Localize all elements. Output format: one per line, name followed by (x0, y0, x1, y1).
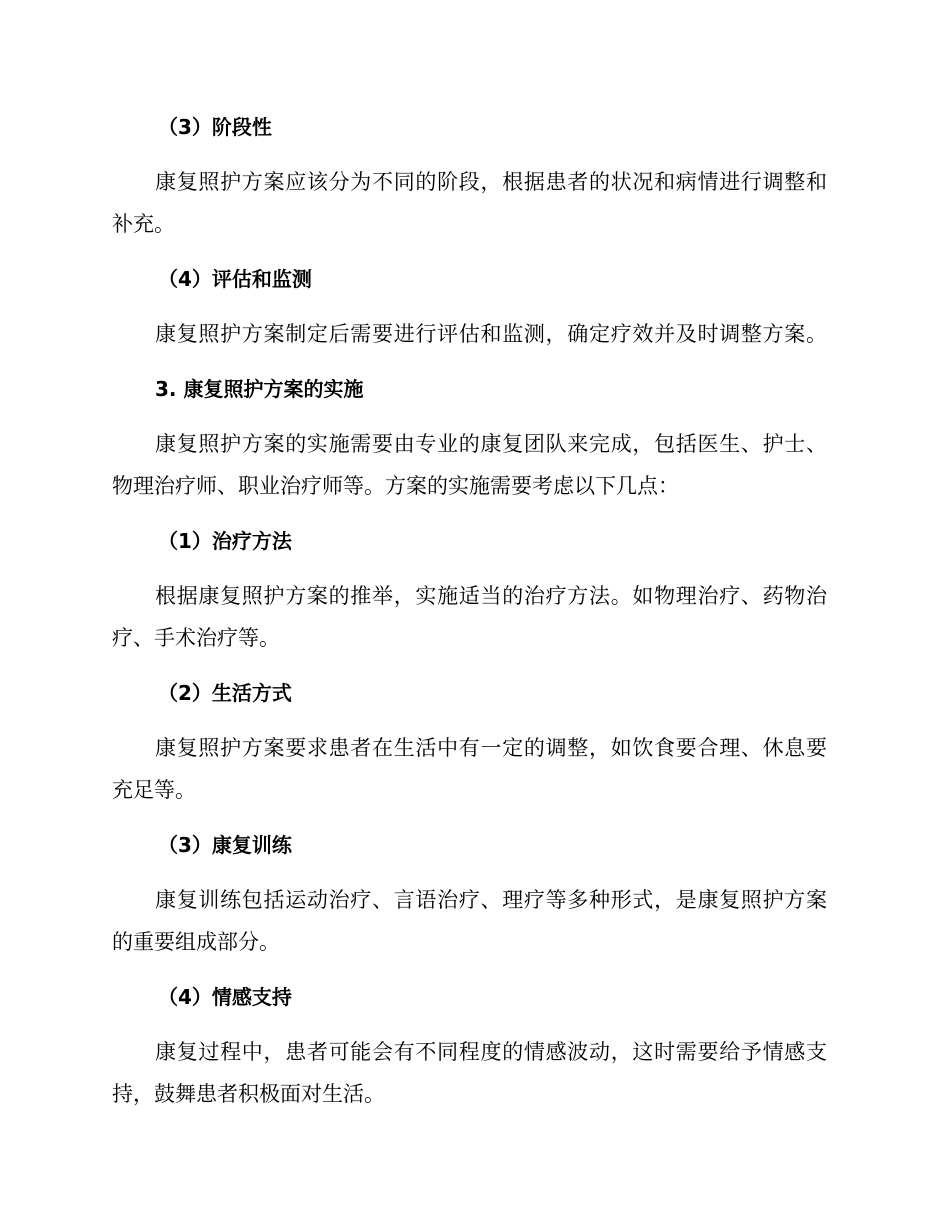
paragraph-implementation-line-1: 康复照护方案的实施需要由专业的康复团队来完成，包括医生、护士、 (155, 432, 827, 456)
paragraph-treatment-line-1: 根据康复照护方案的推举，实施适当的治疗方法。如物理治疗、药物治 (155, 584, 827, 608)
paragraph-treatment-line-2: 疗、手术治疗等。 (112, 626, 280, 650)
paragraph-training-line-2: 的重要组成部分。 (112, 930, 280, 954)
section-heading-treatment: （1）治疗方法 (158, 529, 292, 553)
chapter-heading-implementation: 3. 康复照护方案的实施 (155, 377, 364, 401)
paragraph-evaluation-line-1: 康复照护方案制定后需要进行评估和监测，确定疗效并及时调整方案。 (155, 322, 827, 346)
section-heading-stage: （3）阶段性 (158, 115, 272, 139)
section-heading-lifestyle: （2）生活方式 (158, 681, 292, 705)
section-heading-evaluation: （4）评估和监测 (158, 267, 312, 291)
paragraph-lifestyle-line-1: 康复照护方案要求患者在生活中有一定的调整，如饮食要合理、休息要 (155, 736, 827, 760)
paragraph-implementation-line-2: 物理治疗师、职业治疗师等。方案的实施需要考虑以下几点： (112, 474, 679, 498)
paragraph-training-line-1: 康复训练包括运动治疗、言语治疗、理疗等多种形式，是康复照护方案 (155, 888, 827, 912)
paragraph-stage-line-2: 补充。 (112, 212, 175, 236)
paragraph-stage-line-1: 康复照护方案应该分为不同的阶段，根据患者的状况和病情进行调整和 (155, 170, 827, 194)
paragraph-lifestyle-line-2: 充足等。 (112, 778, 196, 802)
paragraph-emotional-support-line-2: 持，鼓舞患者积极面对生活。 (112, 1082, 385, 1106)
section-heading-emotional-support: （4）情感支持 (158, 985, 292, 1009)
paragraph-emotional-support-line-1: 康复过程中，患者可能会有不同程度的情感波动，这时需要给予情感支 (155, 1040, 827, 1064)
section-heading-training: （3）康复训练 (158, 833, 292, 857)
